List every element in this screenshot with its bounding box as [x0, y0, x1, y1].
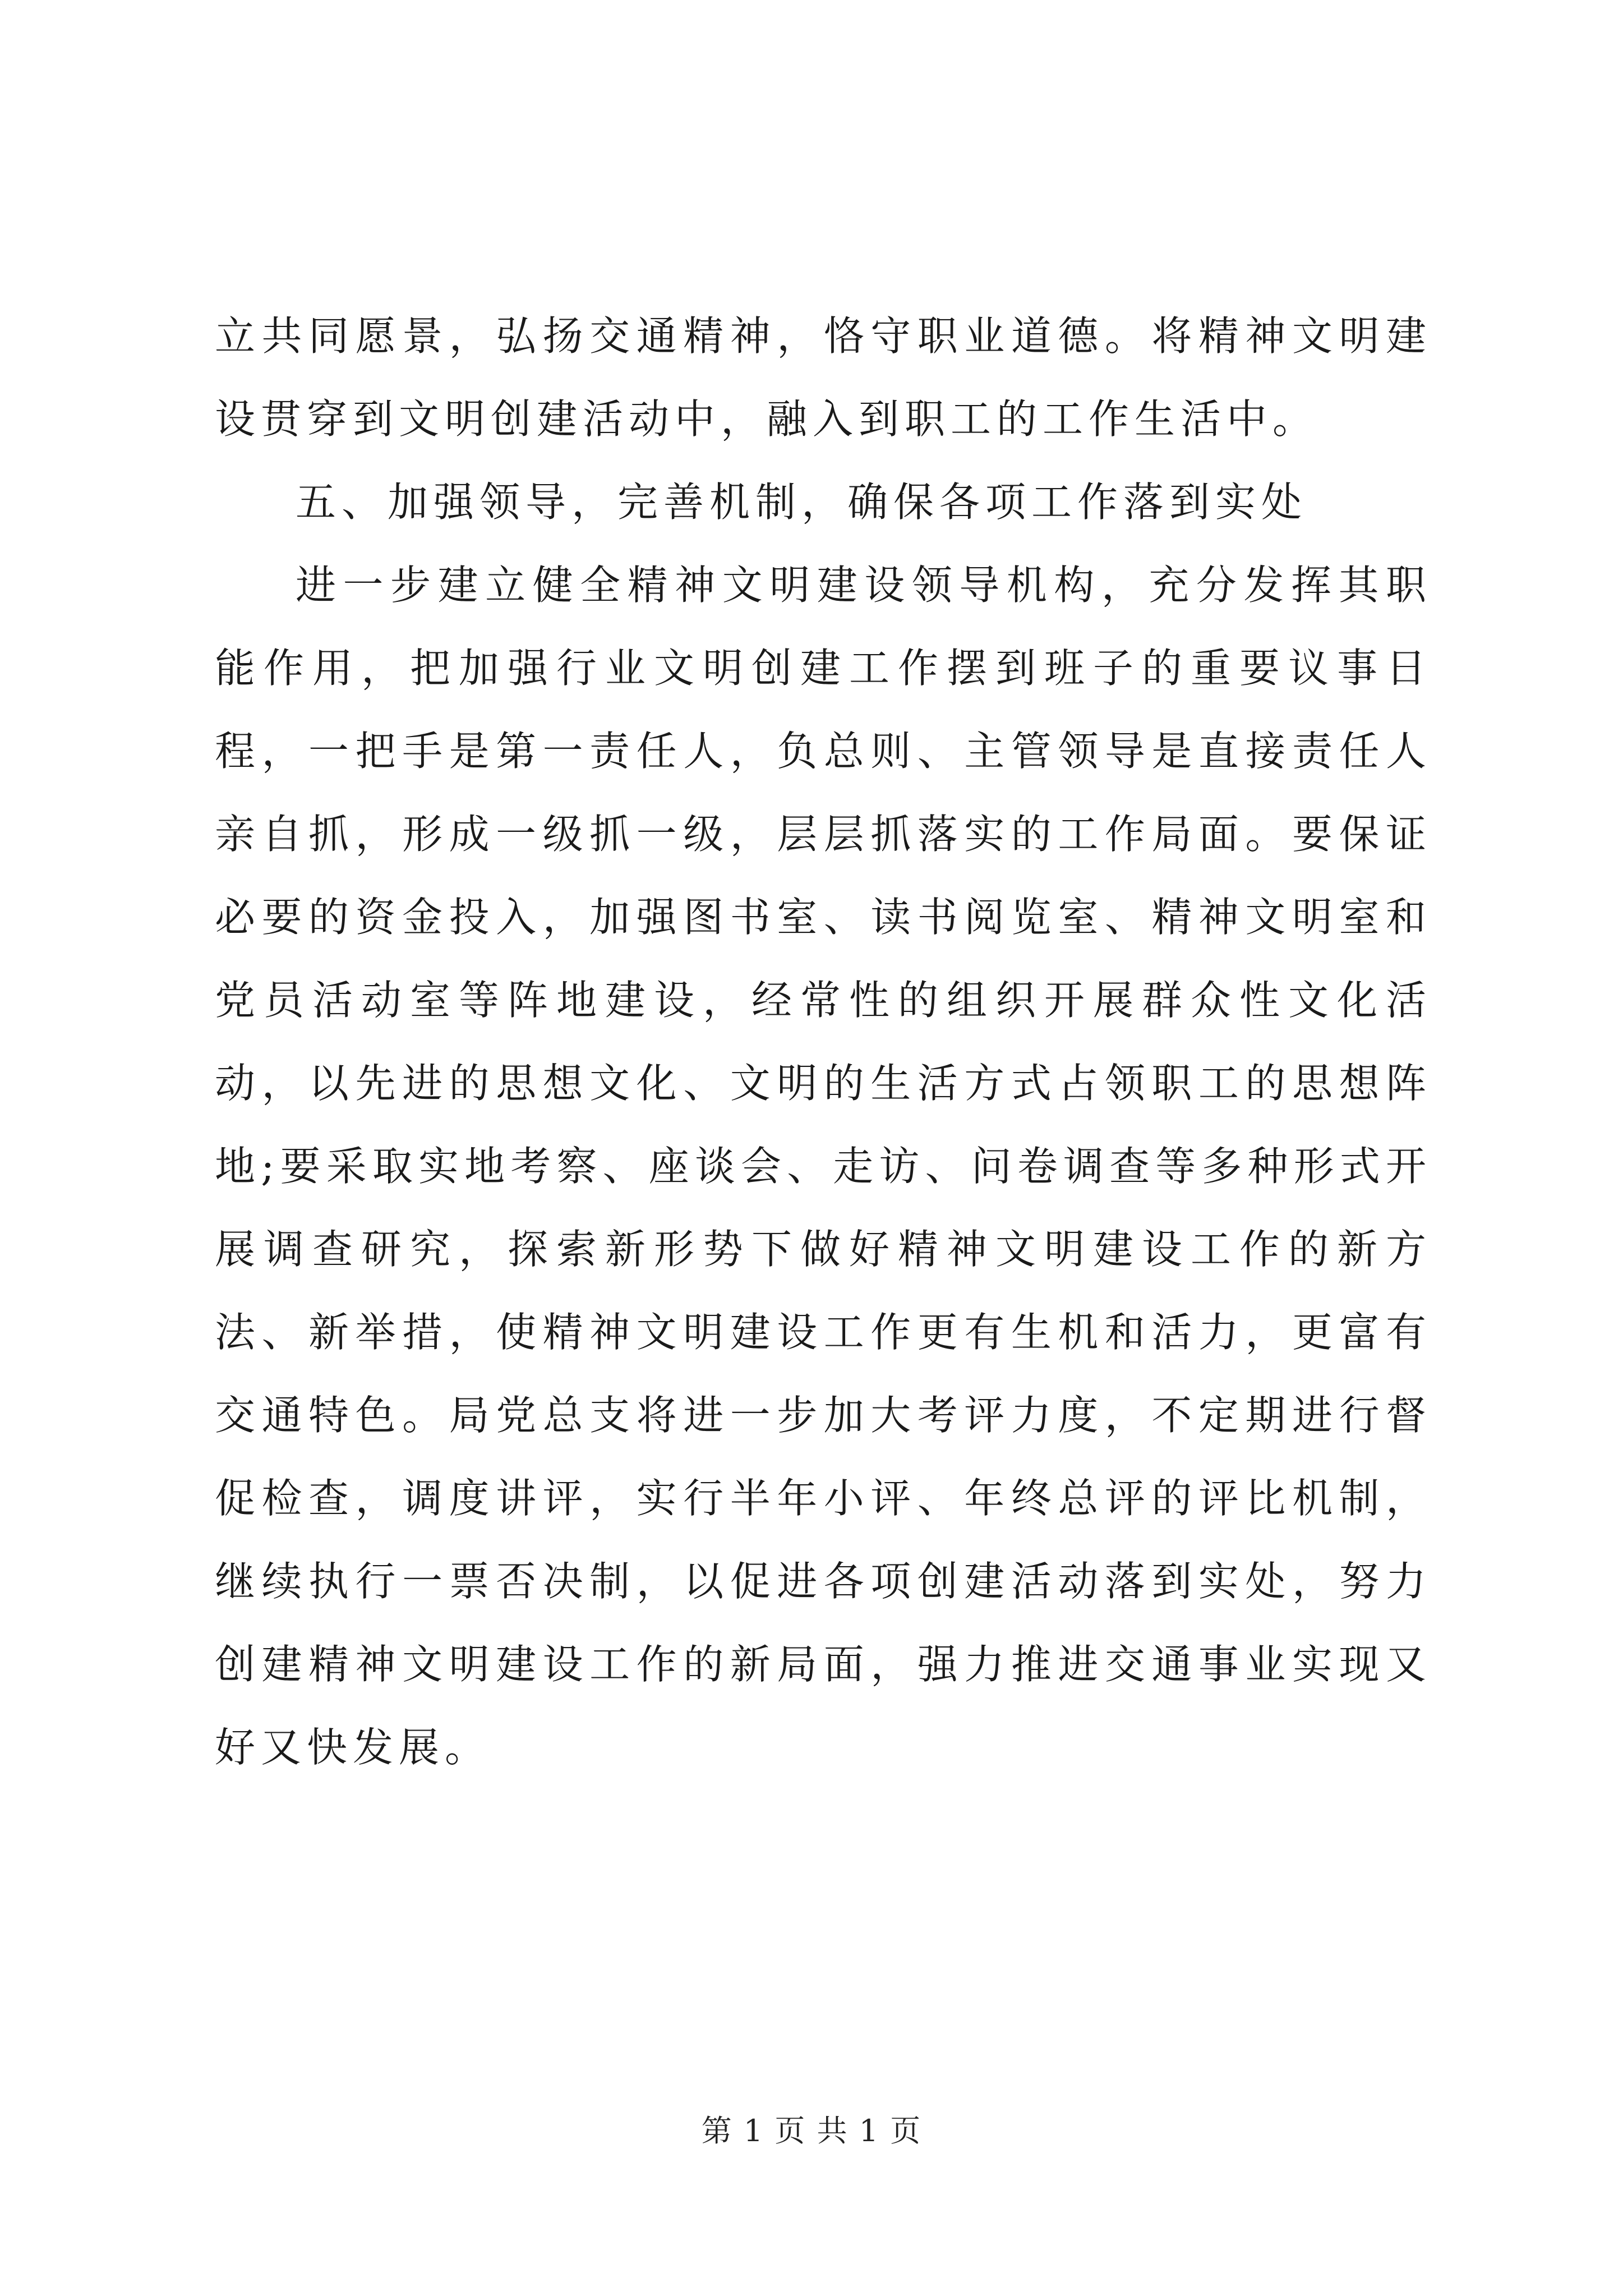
paragraph-body: 进一步建立健全精神文明建设领导机构，充分发挥其职能作用，把加强行业文明创建工作摆到班子的重要议事日程，一把手是第一责任人，负总则、主管领导是直接责任人亲自抓，形成一级抓一级，层层抓落实的工作局面。要保证必要的资金投入，加强图书室、读书阅览室、精神文明室和党员活动室等阵地建设，经常性的组织开展群众性文化活动，以先进的思想文化、文明的生活方式占领职工的思想阵地;要采取实地考察、座谈会、走访、问卷调查等多种形式开展调查研究，探索新形势下做好精神文明建设工作的新方法、新举措，使精神文明建设工作更有生机和活力，更富有交通特色。局党总支将进一步加大考评力度，不定期进行督促检查，调度讲评，实行半年小评、年终总评的评比机制，继续执行一票否决制，以促进各项创建活动落到实处，努力创建精神文明建设工作的新局面，强力推进交通事业实现又好又快发展。	[215, 562, 1432, 1771]
document-body	[215, 295, 1432, 1789]
section-heading: 五、加强领导，完善机制，确保各项工作落到实处	[296, 478, 1308, 526]
paragraph-continuation: 立共同愿景，弘扬交通精神，恪守职业道德。将精神文明建设贯穿到文明创建活动中，融入到职工的工作生活中。	[215, 312, 1432, 443]
page-footer: 第 1 页 共 1 页	[701, 2113, 922, 2148]
